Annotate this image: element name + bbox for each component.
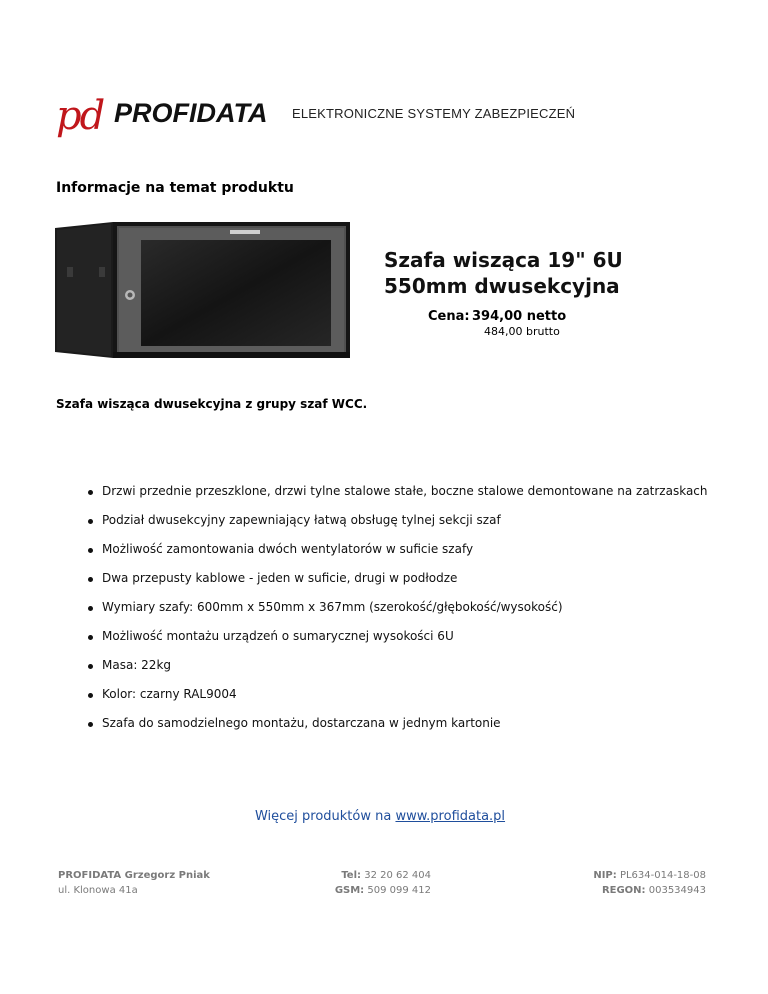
product-title-line1: Szafa wisząca 19" 6U [384, 248, 623, 272]
product-title-line2: 550mm dwusekcyjna [384, 274, 620, 298]
bullet-icon [88, 722, 93, 727]
bullet-icon [88, 606, 93, 611]
bullet-icon [88, 490, 93, 495]
list-item: Dwa przepusty kablowe - jeden w suficie, drugi w podłodze [88, 571, 708, 586]
price-gross: 484,00 brutto [484, 325, 560, 338]
list-item: Drzwi przednie przeszklone, drzwi tylne stalowe stałe, boczne stalowe demontowane na zatrzaskach [88, 484, 708, 499]
list-item: Masa: 22kg [88, 658, 708, 673]
nip-value: PL634-014-18-08 [619, 870, 706, 881]
gsm-label: GSM: [334, 885, 365, 896]
bullet-icon [88, 548, 93, 553]
product-intro: Szafa wisząca dwusekcyjna z grupy szaf WCC. [56, 397, 368, 411]
more-products [0, 809, 760, 824]
footer-registration [560, 868, 706, 898]
nip-label: NIP: [593, 870, 617, 881]
footer-contact [331, 868, 431, 898]
more-products-text: Więcej produktów na [254, 809, 392, 824]
website-link[interactable]: www.profidata.pl [395, 809, 506, 824]
logo-mark: pd [56, 93, 104, 139]
bullet-icon [88, 577, 93, 582]
tel-value: 32 20 62 404 [364, 870, 431, 881]
company-address: ul. Klonowa 41a [58, 885, 138, 896]
list-item: Możliwość montażu urządzeń o sumarycznej wysokości 6U [88, 629, 708, 644]
logo-name: PROFIDATA [114, 98, 268, 128]
section-title: Informacje na temat produktu [56, 180, 294, 196]
price-label: Cena: [428, 309, 470, 324]
product-image [55, 222, 350, 358]
bullet-icon [88, 664, 93, 669]
bullet-icon [88, 693, 93, 698]
list-item: Wymiary szafy: 600mm x 550mm x 367mm (szerokość/głębokość/wysokość) [88, 600, 708, 615]
price-net: 394,00 netto [472, 309, 567, 324]
feature-list [88, 484, 708, 745]
regon-label: REGON: [601, 885, 646, 896]
list-item: Kolor: czarny RAL9004 [88, 687, 708, 702]
bullet-icon [88, 519, 93, 524]
logo-tagline: ELEKTRONICZNE SYSTEMY ZABEZPIECZEŃ [292, 106, 576, 121]
company-logo [56, 94, 586, 142]
regon-value: 003534943 [648, 885, 706, 896]
bullet-icon [88, 635, 93, 640]
footer-company [58, 868, 210, 898]
gsm-value: 509 099 412 [367, 885, 431, 896]
product-title [384, 247, 714, 299]
list-item: Możliwość zamontowania dwóch wentylatorów w suficie szafy [88, 542, 708, 557]
tel-label: Tel: [341, 870, 362, 881]
list-item: Szafa do samodzielnego montażu, dostarczana w jednym kartonie [88, 716, 708, 731]
company-name: PROFIDATA Grzegorz Pniak [58, 870, 210, 881]
list-item: Podział dwusekcyjny zapewniający łatwą obsługę tylnej sekcji szaf [88, 513, 708, 528]
